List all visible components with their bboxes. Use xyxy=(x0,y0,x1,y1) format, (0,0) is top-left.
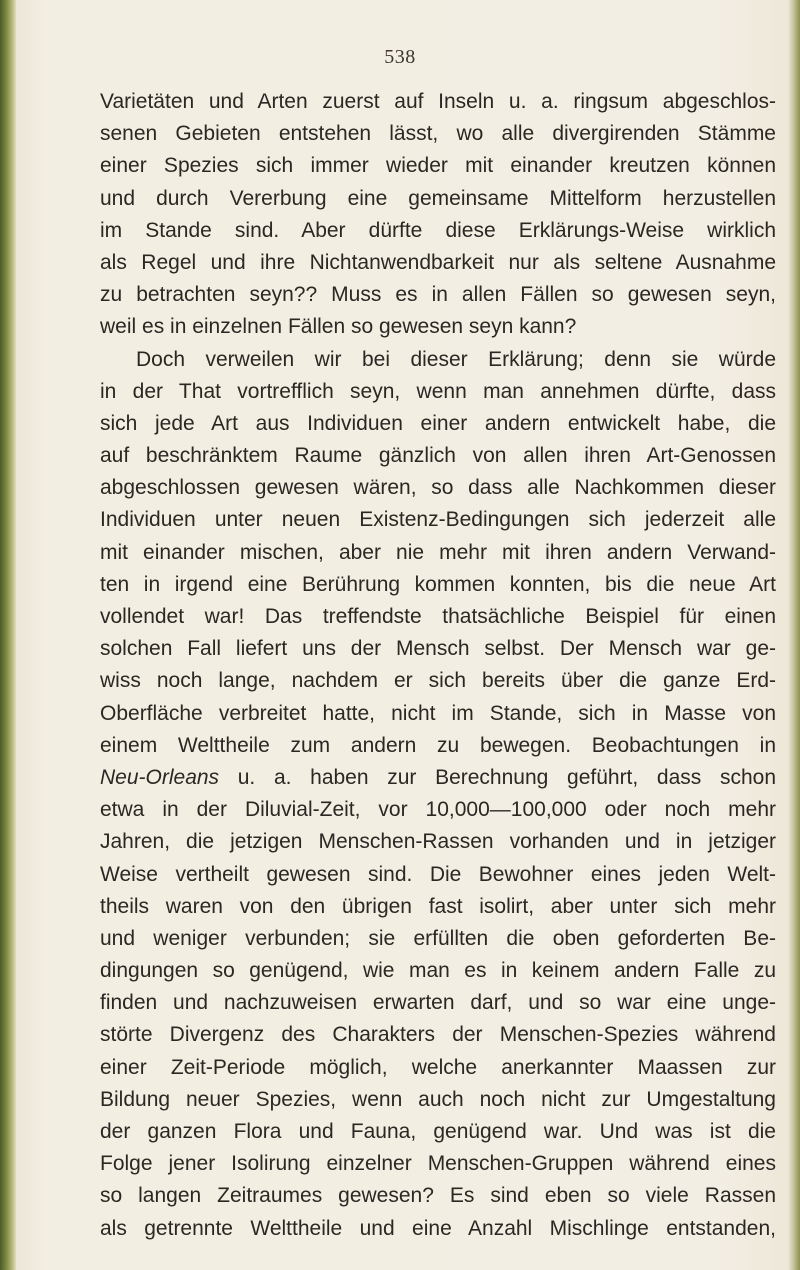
text-line: ten in irgend eine Berührung kommen konnten, bis die neue Art xyxy=(100,572,776,596)
text-line: Folge jener Isolirung einzelner Menschen-Gruppen während eines xyxy=(100,1152,776,1176)
text-line: theils waren von den übrigen fast isolirt, aber unter sich mehr xyxy=(100,894,776,918)
text-line: vollendet war! Das treffendste thatsächliche Beispiel für einen xyxy=(100,605,776,628)
text-line: einer Zeit-Periode möglich, welche anerkannter Maassen zur xyxy=(100,1055,776,1079)
text-line: Weise vertheilt gewesen sind. Die Bewohner eines jeden Welt- xyxy=(100,862,776,886)
page-binding-edge xyxy=(0,0,16,1270)
text-line: so langen Zeitraumes gewesen? Es sind eben so viele Rassen xyxy=(100,1184,776,1208)
text-line: zu betrachten seyn?? Muss es in allen Fällen so gewesen seyn, xyxy=(100,283,776,307)
text-line: der ganzen Flora und Fauna, genügend war. Und was ist die xyxy=(100,1120,776,1143)
text-line: wiss noch lange, nachdem er sich bereits über die ganze Erd- xyxy=(100,669,776,693)
text-line: Bildung neuer Spezies, wenn auch noch nicht zur Umgestaltung xyxy=(100,1087,776,1111)
italic-place-name: Neu-Orleans xyxy=(100,765,220,789)
text-line: solchen Fall liefert uns der Mensch selbst. Der Mensch war ge- xyxy=(100,637,776,661)
text-line: senen Gebieten entstehen lässt, wo alle divergirenden Stämme xyxy=(100,122,776,146)
text-line: dingungen so genügend, wie man es in keinem andern Falle zu xyxy=(100,959,776,983)
text-line: im Stande sind. Aber dürfte diese Erklärungs-Weise wirklich xyxy=(100,218,776,242)
text-line: weil es in einzelnen Fällen so gewesen seyn kann? xyxy=(100,315,577,339)
text-line: sich jede Art aus Individuen einer andern entwickelt habe, die xyxy=(100,411,776,435)
text-line: Oberfläche verbreitet hatte, nicht im Stande, sich in Masse von xyxy=(100,701,776,725)
text-line: einer Spezies sich immer wieder mit einander kreutzen können xyxy=(100,154,776,178)
text-line: abgeschlossen gewesen wären, so dass alle Nachkommen dieser xyxy=(100,476,776,500)
page-outer-edge xyxy=(788,0,800,1270)
page-number: 538 xyxy=(384,46,416,68)
text-line: einem Welttheile zum andern zu bewegen. Beobachtungen in xyxy=(100,733,776,757)
text-line: etwa in der Diluvial-Zeit, vor 10,000—100,000 oder noch mehr xyxy=(100,798,776,822)
text-line: Jahren, die jetzigen Menschen-Rassen vorhanden und in jetziger xyxy=(100,830,776,854)
text-line: Neu-Orleans u. a. haben zur Berechnung geführt, dass schon xyxy=(100,765,776,789)
text-line: Doch verweilen wir bei dieser Erklärung; denn sie würde xyxy=(136,347,776,371)
text-line: und weniger verbunden; sie erfüllten die oben geforderten Be- xyxy=(100,926,776,950)
text-line: auf beschränktem Raume gänzlich von allen ihren Art-Genossen xyxy=(100,444,776,468)
text-line: als getrennte Welttheile und eine Anzahl Mischlinge entstanden, xyxy=(100,1216,776,1240)
text-line: störte Divergenz des Charakters der Menschen-Spezies während xyxy=(100,1023,776,1047)
body-text xyxy=(100,86,776,1245)
text-line: mit einander mischen, aber nie mehr mit ihren andern Verwand- xyxy=(100,540,776,564)
text-line: als Regel und ihre Nichtanwendbarkeit nur als seltene Ausnahme xyxy=(100,250,776,274)
text-line: Individuen unter neuen Existenz-Bedingungen sich jederzeit alle xyxy=(100,508,776,532)
text-line: und durch Vererbung eine gemeinsame Mittelform herzustellen xyxy=(100,186,776,210)
text-line: Varietäten und Arten zuerst auf Inseln u. a. ringsum abgeschlos- xyxy=(100,90,776,113)
text-line: finden und nachzuweisen erwarten darf, und so war eine unge- xyxy=(100,991,776,1015)
text-line: in der That vortrefflich seyn, wenn man annehmen dürfte, dass xyxy=(100,379,776,403)
